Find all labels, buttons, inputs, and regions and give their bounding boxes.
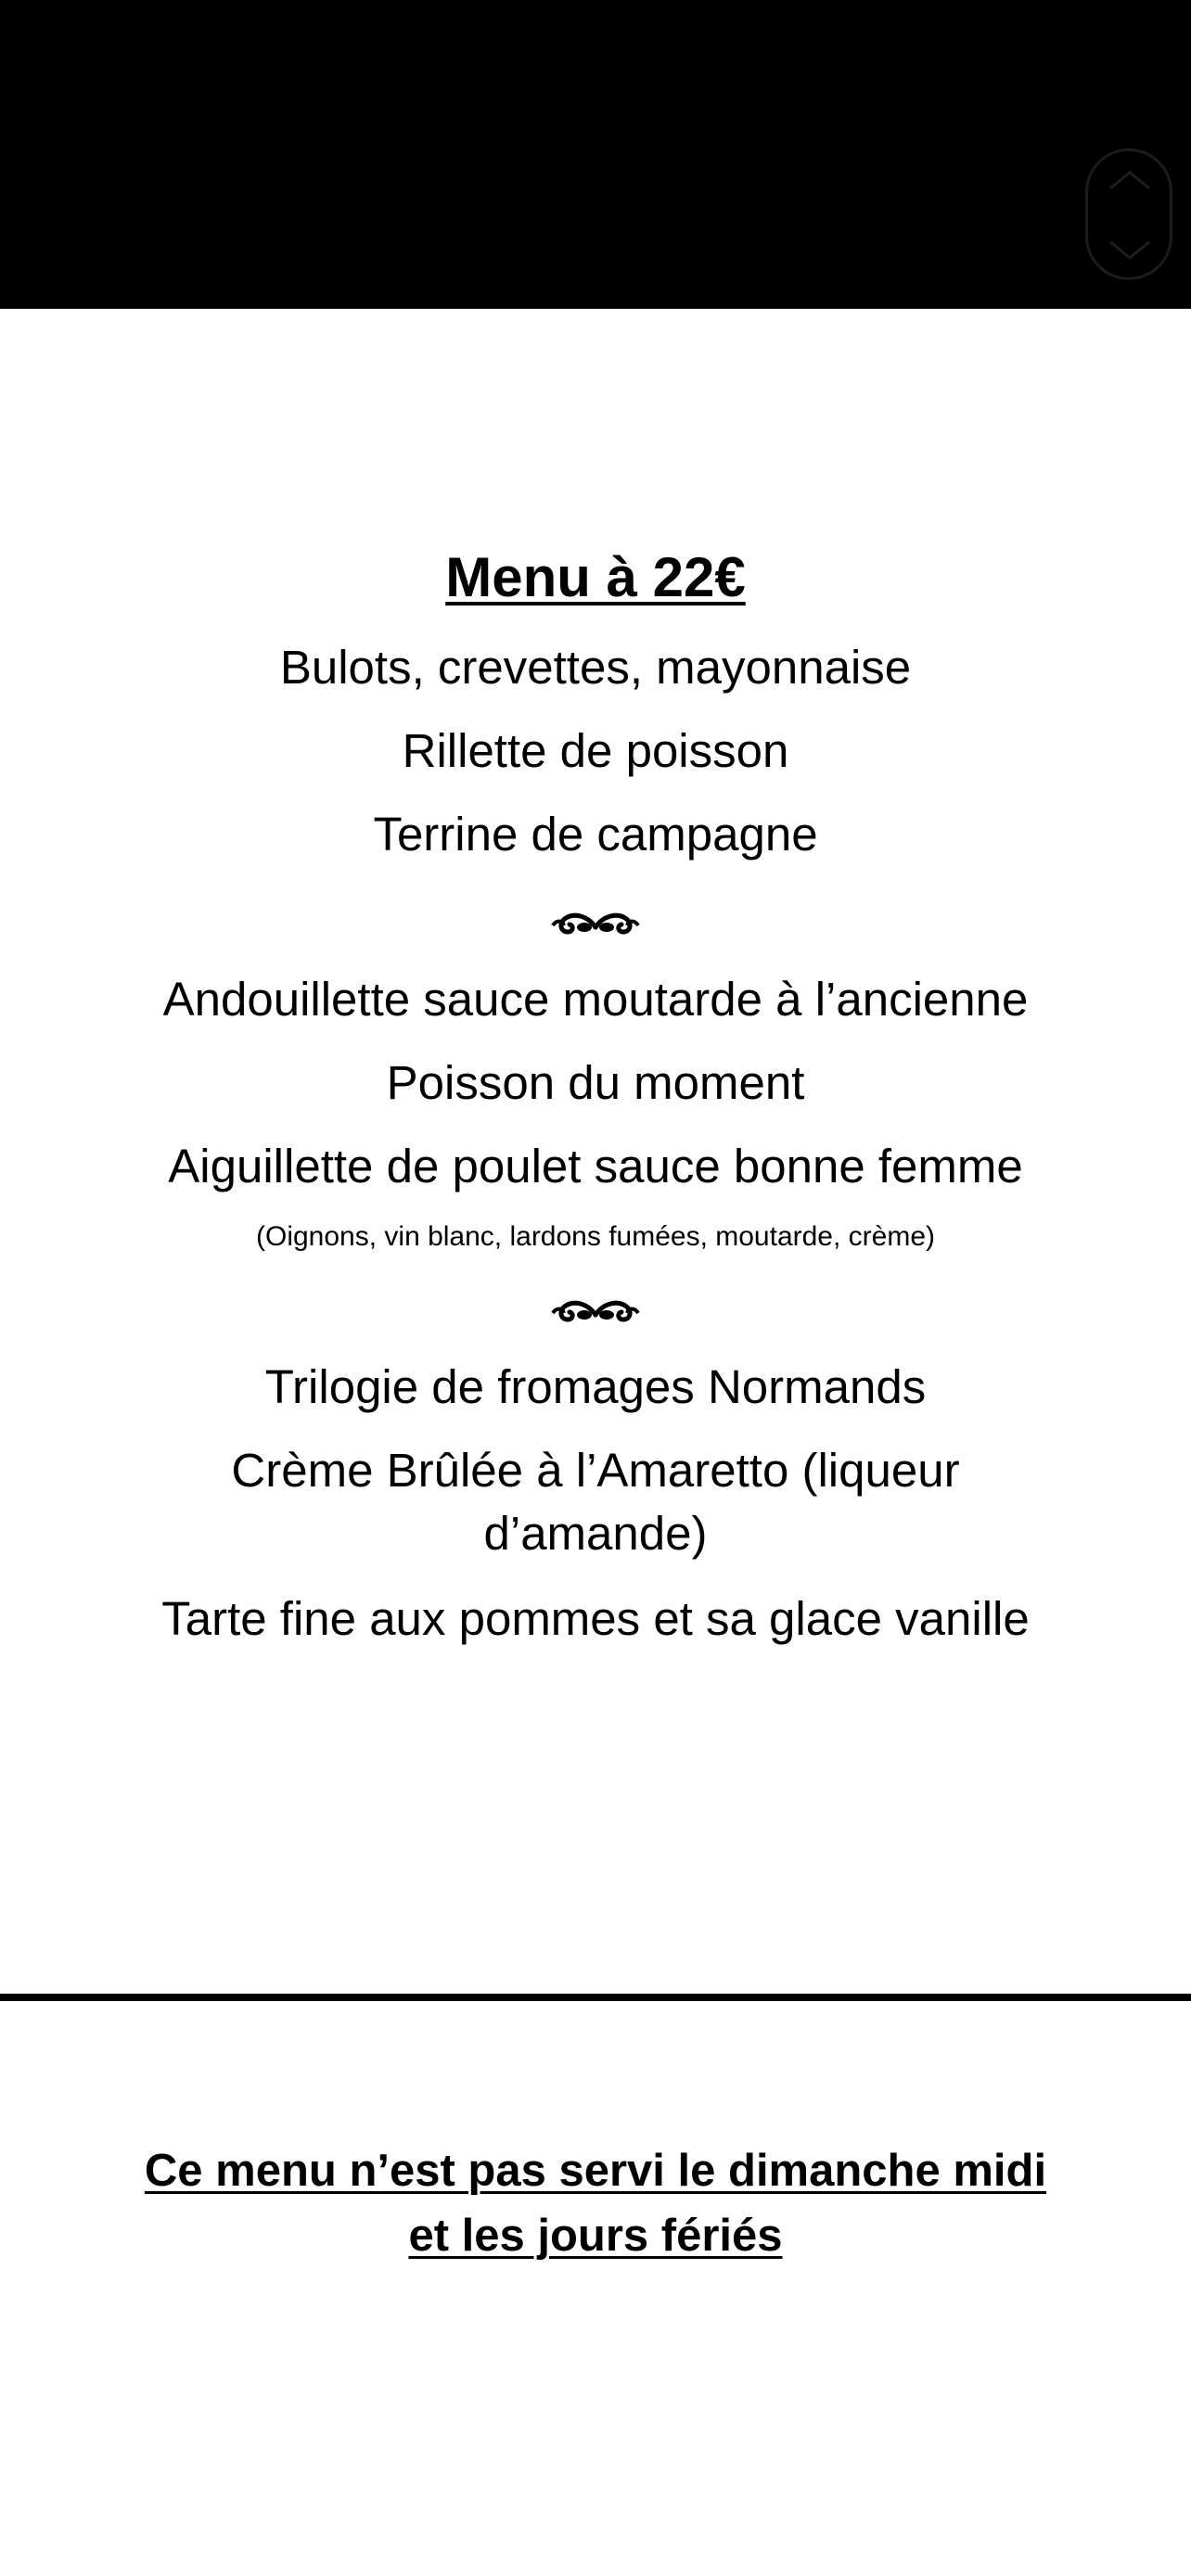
flourish-divider-icon bbox=[547, 1294, 644, 1326]
header-bar bbox=[0, 0, 1191, 309]
chevron-up-icon[interactable] bbox=[1108, 170, 1151, 190]
menu-item: Aiguillette de poulet sauce bonne femme bbox=[168, 1140, 1023, 1192]
menu-item: Trilogie de fromages Normands bbox=[264, 1360, 927, 1413]
menu-item: Bulots, crevettes, mayonnaise bbox=[279, 641, 912, 694]
menu-title: Menu à 22€ bbox=[445, 546, 746, 608]
menu-item-note: (Oignons, vin blanc, lardons fumées, moutarde, crème) bbox=[256, 1221, 935, 1252]
menu-item: Rillette de poisson bbox=[402, 724, 789, 777]
flourish-divider-icon bbox=[547, 907, 644, 938]
chevron-down-icon[interactable] bbox=[1108, 240, 1151, 261]
menu-item: Terrine de campagne bbox=[373, 808, 818, 861]
menu-item: Andouillette sauce moutarde à l’ancienne bbox=[162, 973, 1029, 1026]
menu-item: Poisson du moment bbox=[386, 1056, 805, 1109]
footer-note: Ce menu n’est pas servi le dimanche midi et les jours fériés bbox=[144, 2146, 1047, 2261]
menu-item: Crème Brûlée à l’Amaretto (liqueur d’amande) bbox=[231, 1444, 960, 1560]
menu-item: Tarte fine aux pommes et sa glace vanille bbox=[161, 1592, 1030, 1645]
section-divider bbox=[0, 1994, 1191, 2001]
scroll-control[interactable] bbox=[1085, 148, 1172, 280]
